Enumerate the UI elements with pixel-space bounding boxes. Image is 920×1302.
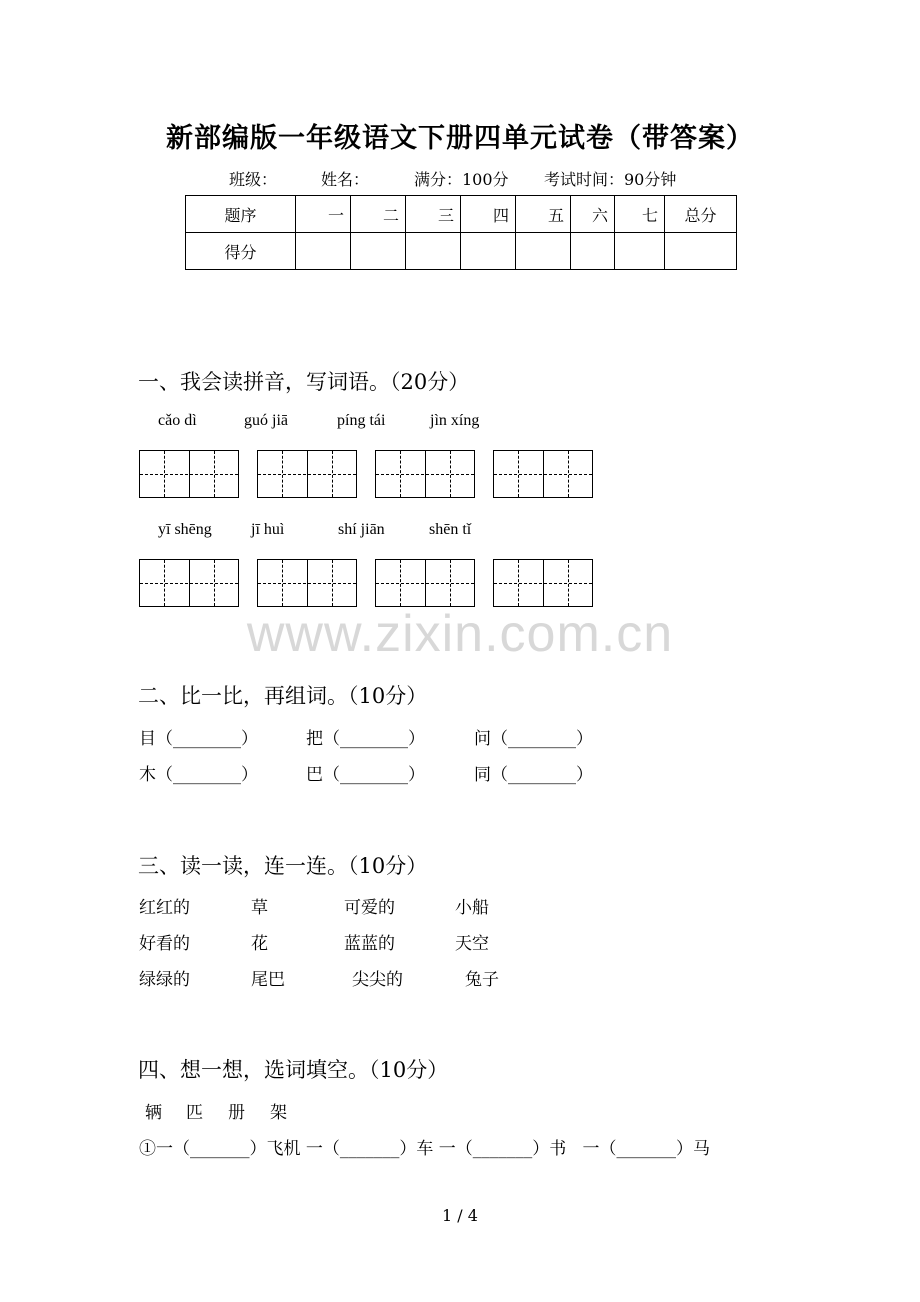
pinyin: guó jiā (244, 412, 288, 429)
watermark: www.zixin.com.cn (246, 605, 674, 663)
match-word: 花 (251, 934, 268, 954)
score-cell[interactable] (406, 233, 461, 270)
match-word: 好看的 (139, 934, 190, 954)
option-word: 架 (270, 1103, 287, 1123)
compare-item: 问（________） (474, 729, 593, 749)
match-word: 小船 (455, 898, 489, 918)
score-header-cell: 六 (571, 196, 615, 233)
pinyin: shí jiān (338, 521, 385, 538)
section4-title: 四、想一想，选词填空。（10分） (138, 1058, 449, 1082)
pinyin: jī huì (251, 521, 285, 538)
name-label: 姓名： (321, 170, 370, 189)
match-word: 草 (251, 898, 268, 918)
section2-title: 二、比一比，再组词。（10分） (138, 684, 428, 708)
match-word: 蓝蓝的 (344, 934, 395, 954)
score-cell[interactable] (615, 233, 665, 270)
page-number: 1 / 4 (442, 1206, 478, 1225)
score-cell[interactable] (461, 233, 516, 270)
match-word: 尖尖的 (352, 970, 403, 990)
fill-blank-line: ①一（_______）飞机 一（_______）车 一（_______）书 一（_______）马 (139, 1139, 711, 1159)
score-cell[interactable] (296, 233, 351, 270)
match-word: 红红的 (139, 898, 190, 918)
compare-item: 巴（________） (306, 765, 425, 785)
writing-grid[interactable] (375, 450, 475, 498)
option-word: 辆 (145, 1103, 162, 1123)
section3-title: 三、读一读，连一连。（10分） (138, 854, 428, 878)
match-word: 绿绿的 (139, 970, 190, 990)
score-cell[interactable] (665, 233, 737, 270)
writing-grid[interactable] (257, 450, 357, 498)
class-label: 班级： (229, 170, 278, 189)
section1-title: 一、我会读拼音，写词语。（20分） (138, 370, 470, 394)
score-header-cell: 五 (516, 196, 571, 233)
score-header-cell: 一 (296, 196, 351, 233)
pinyin: yī shēng (158, 521, 212, 538)
writing-grid[interactable] (257, 559, 357, 607)
writing-grid[interactable] (493, 559, 593, 607)
score-header-cell: 三 (406, 196, 461, 233)
match-word: 可爱的 (344, 898, 395, 918)
score-table-header-row (186, 196, 737, 233)
match-word: 兔子 (465, 970, 499, 990)
option-word: 匹 (186, 1103, 203, 1123)
score-header-cell: 四 (461, 196, 516, 233)
exam-time: 考试时间：90分钟 (544, 170, 677, 189)
pinyin: jìn xíng (430, 412, 480, 429)
writing-grid[interactable] (493, 450, 593, 498)
pinyin: píng tái (337, 412, 386, 429)
score-table-score-row (186, 233, 737, 270)
score-header-cell: 二 (351, 196, 406, 233)
pinyin: cǎo dì (158, 412, 197, 429)
writing-grid[interactable] (139, 559, 239, 607)
compare-item: 木（________） (139, 765, 258, 785)
pinyin: shēn tǐ (429, 521, 472, 538)
page-title: 新部编版一年级语文下册四单元试卷（带答案） (166, 123, 754, 154)
score-header-cell: 题序 (186, 196, 296, 233)
pinyin-row-1 (0, 412, 920, 434)
compare-item: 同（________） (474, 765, 593, 785)
score-cell[interactable] (516, 233, 571, 270)
pinyin-row-2 (0, 521, 920, 543)
compare-item: 目（________） (139, 729, 258, 749)
writing-grid[interactable] (375, 559, 475, 607)
score-cell[interactable] (571, 233, 615, 270)
option-word: 册 (228, 1103, 245, 1123)
score-header-cell: 总分 (665, 196, 737, 233)
score-row-label: 得分 (186, 233, 296, 270)
match-word: 尾巴 (251, 970, 285, 990)
full-score: 满分：100分 (414, 170, 509, 189)
score-cell[interactable] (351, 233, 406, 270)
writing-grid[interactable] (139, 450, 239, 498)
compare-item: 把（________） (306, 729, 425, 749)
score-table (185, 195, 737, 270)
match-word: 天空 (455, 934, 489, 954)
score-header-cell: 七 (615, 196, 665, 233)
